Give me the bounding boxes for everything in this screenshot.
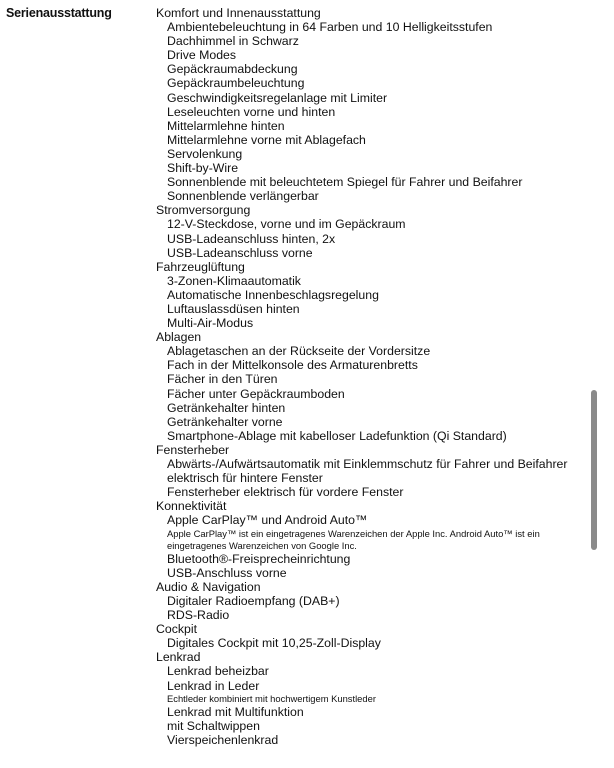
feature-item: Getränkehalter vorne	[167, 414, 283, 429]
feature-item: mit Schaltwippen	[167, 719, 260, 734]
feature-item: Drive Modes	[167, 48, 237, 63]
feature-item: Mittelarmlehne vorne mit Ablagefach	[167, 132, 366, 147]
feature-item: Gepäckraumbeleuchtung	[167, 76, 305, 91]
feature-item: Smartphone-Ablage mit kabelloser Ladefunktion (Qi Standard)	[167, 428, 507, 443]
feature-item: elektrisch für hintere Fenster	[167, 471, 323, 486]
equipment-list	[156, 6, 586, 747]
feature-item: Lenkrad beheizbar	[167, 664, 269, 679]
feature-item: USB-Ladeanschluss vorne	[167, 245, 313, 260]
category-heading: Audio & Navigation	[156, 579, 261, 594]
feature-item: Sonnenblende verlängerbar	[167, 189, 319, 204]
feature-item: Ablagetaschen an der Rückseite der Vordersitze	[167, 344, 431, 359]
feature-note: Echtleder kombiniert mit hochwertigem Kunstleder	[167, 693, 376, 705]
feature-item: Vierspeichenlenkrad	[167, 733, 279, 748]
feature-item: Getränkehalter hinten	[167, 400, 286, 415]
feature-item: Fächer in den Türen	[167, 372, 278, 387]
category-heading: Komfort und Innenausstattung	[156, 6, 321, 20]
feature-item: 12-V-Steckdose, vorne und im Gepäckraum	[167, 217, 406, 232]
feature-item: Ambientebeleuchtung in 64 Farben und 10 Helligkeitsstufen	[167, 20, 493, 35]
feature-item: Digitaler Radioempfang (DAB+)	[167, 593, 340, 608]
feature-item: Fensterheber elektrisch für vordere Fenster	[167, 485, 404, 500]
feature-item: Multi-Air-Modus	[167, 316, 254, 331]
section-label: Serienausstattung	[6, 6, 112, 20]
feature-item: Mittelarmlehne hinten	[167, 118, 285, 133]
feature-item: Lenkrad mit Multifunktion	[167, 705, 304, 720]
category-heading: Konnektivität	[156, 499, 227, 514]
feature-item: Shift-by-Wire	[167, 161, 239, 176]
feature-item: Fächer unter Gepäckraumboden	[167, 386, 345, 401]
feature-item: Lenkrad in Leder	[167, 678, 260, 693]
category-heading: Ablagen	[156, 330, 202, 345]
feature-item: RDS-Radio	[167, 608, 230, 623]
feature-item: Digitales Cockpit mit 10,25-Zoll-Display	[167, 636, 381, 651]
feature-item: Automatische Innenbeschlagsregelung	[167, 287, 379, 302]
scrollbar[interactable]	[591, 390, 597, 550]
feature-item: Servolenkung	[167, 146, 243, 161]
category-heading: Lenkrad	[156, 650, 201, 665]
category-heading: Cockpit	[156, 622, 198, 637]
feature-item: Apple CarPlay™ und Android Auto™	[167, 513, 368, 528]
feature-item: Abwärts-/Aufwärtsautomatik mit Einklemmschutz für Fahrer und Beifahrer	[167, 457, 568, 471]
feature-item: Sonnenblende mit beleuchtetem Spiegel für Fahrer und Beifahrer	[167, 175, 523, 190]
category-heading: Fensterheber	[156, 442, 230, 457]
feature-item: USB-Anschluss vorne	[167, 565, 287, 580]
category-heading: Stromversorgung	[156, 203, 251, 218]
feature-item: Dachhimmel in Schwarz	[167, 34, 299, 49]
feature-item: Bluetooth®-Freisprecheinrichtung	[167, 551, 351, 566]
feature-item: Luftauslassdüsen hinten	[167, 301, 300, 316]
feature-item: Gepäckraumabdeckung	[167, 62, 298, 77]
feature-item: Geschwindigkeitsregelanlage mit Limiter	[167, 90, 388, 105]
feature-item: Fach in der Mittelkonsole des Armaturenbretts	[167, 358, 418, 373]
feature-item: 3-Zonen-Klimaautomatik	[167, 273, 301, 288]
category-heading: Fahrzeuglüftung	[156, 259, 245, 274]
feature-note: Apple CarPlay™ ist ein eingetragenes Warenzeichen der Apple Inc. Android Auto™ ist ein eingetragenes Warenzeichen von Google Inc.	[167, 527, 540, 551]
feature-item: Leseleuchten vorne und hinten	[167, 104, 336, 119]
feature-item: USB-Ladeanschluss hinten, 2x	[167, 231, 336, 246]
